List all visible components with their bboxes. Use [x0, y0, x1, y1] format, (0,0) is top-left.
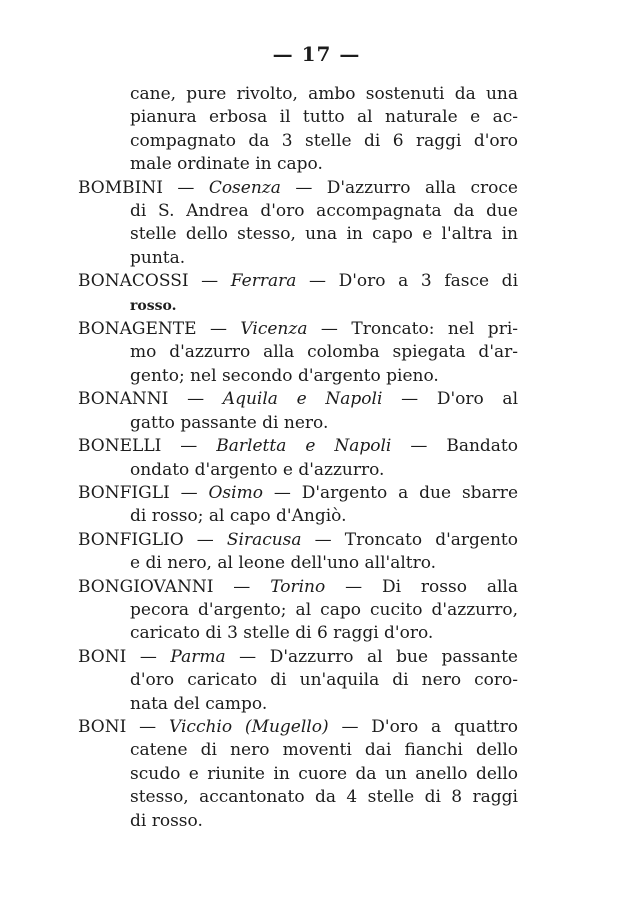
- text-run: male ordinate in capo.: [130, 154, 323, 175]
- text-run: di S. Andrea d'oro accompagnata da due: [130, 201, 518, 222]
- place-name: Vicchio (Mugello): [169, 716, 329, 737]
- place-name: Cosenza: [208, 177, 281, 198]
- text-run: cane, pure rivolto, ambo sostenuti da una: [130, 84, 518, 104]
- entry-text-line: [78, 106, 518, 129]
- place-name: Aquila e Napoli: [222, 389, 383, 410]
- text-run: catene di nero moventi dai fianchi dello: [130, 740, 518, 761]
- entry-heading-line: [78, 270, 518, 293]
- text-run: — Troncato d'argento: [301, 529, 518, 550]
- text-run: — D'azzurro al bue passante: [225, 646, 518, 667]
- heraldry-entries: [78, 83, 518, 833]
- text-run: pianura erbosa il tutto al naturale e ac-: [130, 107, 518, 128]
- entry-heading-line: [78, 177, 518, 200]
- entry-text-line: [78, 622, 518, 645]
- entry-text-line: [78, 693, 518, 716]
- entry-text-line: [78, 763, 518, 786]
- entry-heading-line: [78, 576, 518, 599]
- text-run: BONANNI —: [78, 389, 223, 410]
- entry-text-line: [78, 294, 518, 318]
- text-run: BONI —: [78, 716, 170, 737]
- entry-heading-line: [78, 716, 518, 739]
- text-run: mo d'azzurro alla colomba spiegata d'ar-: [130, 342, 518, 363]
- text-run: BONELLI —: [78, 436, 217, 457]
- place-name: Parma: [170, 646, 226, 667]
- text-run: nata del campo.: [130, 693, 268, 714]
- text-run: — D'oro a 3 fasce di: [296, 271, 519, 292]
- text-run: — Di rosso alla: [325, 576, 518, 597]
- text-run: BOMBINI —: [78, 177, 209, 198]
- text-run: — D'argento a due sbarre: [262, 482, 518, 503]
- entry-text-line: [78, 153, 518, 176]
- entry-heading-line: [78, 318, 518, 341]
- text-run: compagnato da 3 stelle di 6 raggi d'oro: [130, 130, 518, 151]
- entry-text-line: [78, 412, 518, 435]
- entry-text-line: [78, 739, 518, 762]
- place-name: Barletta e Napoli: [216, 436, 392, 457]
- place-name: Ferrara: [230, 271, 297, 292]
- entry-text-line: [78, 83, 518, 106]
- entry-text-line: [78, 200, 518, 223]
- entry-text-line: [78, 552, 518, 575]
- text-run: caricato di 3 stelle di 6 raggi d'oro.: [130, 623, 434, 644]
- entry-text-line: [78, 810, 518, 833]
- text-run: pecora d'argento; al capo cucito d'azzurro,: [130, 599, 518, 620]
- text-run: — D'oro a quattro: [328, 716, 518, 737]
- text-run: BONFIGLI —: [78, 482, 209, 503]
- entry-text-line: [78, 669, 518, 692]
- text-run: — Troncato: nel pri-: [307, 319, 518, 340]
- text-run: — Bandato: [391, 436, 518, 457]
- text-run: rosso.: [130, 297, 177, 314]
- entry-text-line: [78, 130, 518, 153]
- entry-text-line: [78, 505, 518, 528]
- text-run: di rosso.: [130, 810, 203, 831]
- text-run: punta.: [130, 247, 186, 268]
- text-run: stesso, accantonato da 4 stelle di 8 raggi: [130, 787, 518, 808]
- place-name: Vicenza: [240, 319, 308, 340]
- text-run: stelle dello stesso, una in capo e l'altra in: [130, 224, 518, 245]
- entry-text-line: [78, 365, 518, 388]
- text-run: gatto passante di nero.: [130, 412, 329, 433]
- page-number: — 17 —: [272, 42, 361, 66]
- place-name: Siracusa: [226, 529, 302, 550]
- place-name: Osimo: [208, 482, 263, 503]
- place-name: Torino: [270, 576, 326, 597]
- text-run: BONGIOVANNI —: [78, 576, 271, 597]
- entry-text-line: [78, 247, 518, 270]
- text-run: — D'azzurro alla croce: [280, 177, 518, 198]
- entry-text-line: [78, 223, 518, 246]
- text-run: BONACOSSI —: [78, 271, 231, 292]
- text-run: gento; nel secondo d'argento pieno.: [130, 365, 439, 386]
- entry-heading-line: [78, 388, 518, 411]
- text-run: ondato d'argento e d'azzurro.: [130, 459, 385, 480]
- entry-heading-line: [78, 529, 518, 552]
- entry-text-line: [78, 786, 518, 809]
- text-run: BONAGENTE —: [78, 319, 241, 340]
- entry-heading-line: [78, 482, 518, 505]
- entry-text-line: [78, 599, 518, 622]
- text-run: — D'oro al: [382, 389, 519, 410]
- text-run: di rosso; al capo d'Angiò.: [130, 506, 347, 527]
- text-run: BONFIGLIO —: [78, 529, 227, 550]
- entry-heading-line: [78, 646, 518, 669]
- entry-text-line: [78, 341, 518, 364]
- text-run: d'oro caricato di un'aquila di nero coro-: [130, 670, 518, 691]
- text-run: BONI —: [78, 646, 171, 667]
- text-run: scudo e riunite in cuore da un anello dello: [130, 763, 518, 784]
- entry-heading-line: [78, 435, 518, 458]
- entry-text-line: [78, 459, 518, 482]
- text-run: e di nero, al leone dell'uno all'altro.: [130, 553, 437, 574]
